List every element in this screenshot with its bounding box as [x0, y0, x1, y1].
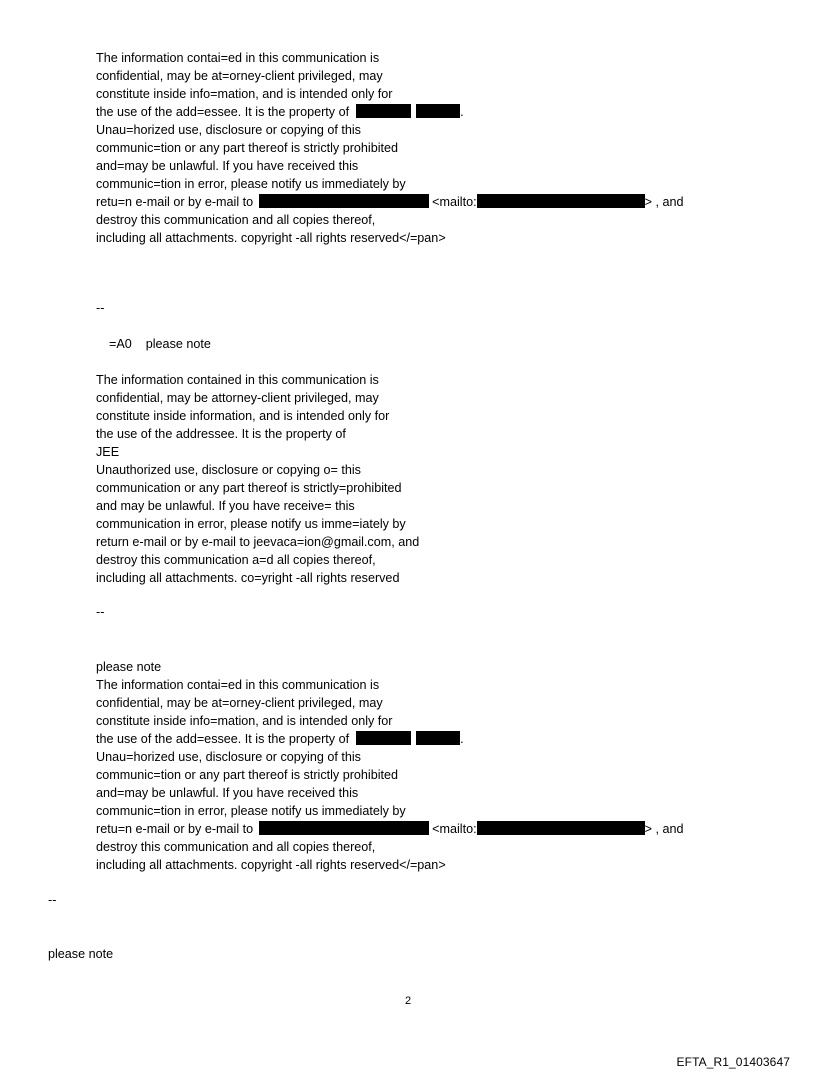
- text-line: Unauthorized use, disclosure or copying o= this: [96, 463, 361, 477]
- text-fragment: > , and: [644, 195, 684, 209]
- redaction-box: [356, 104, 411, 118]
- text-line: communic=tion or any part thereof is strictly prohibited: [96, 768, 399, 782]
- redaction-box: [477, 194, 645, 208]
- text-line: JEE: [96, 445, 120, 459]
- text-line: confidential, may be at=orney-client privileged, may: [96, 696, 383, 710]
- redaction-box: [259, 194, 429, 208]
- redaction-box: [356, 731, 411, 745]
- text-line: The information contai=ed in this communication is: [96, 51, 380, 65]
- text-line: [96, 820, 683, 838]
- text-line: confidential, may be attorney-client privileged, may: [96, 391, 379, 405]
- text-line: communication in error, please notify us imme=iately by: [96, 517, 406, 531]
- text-line: and may be unlawful. If you have receive= this: [96, 499, 355, 513]
- separator: --: [48, 893, 57, 907]
- separator: --: [96, 301, 105, 315]
- page-number: 2: [404, 995, 412, 1007]
- redaction-box: [259, 821, 429, 835]
- text-line: communic=tion in error, please notify us immediately by: [96, 177, 406, 191]
- text-line: [96, 103, 464, 121]
- text-line: communic=tion or any part thereof is strictly prohibited: [96, 141, 399, 155]
- text-line: constitute inside information, and is intended only for: [96, 409, 390, 423]
- note-line: please note: [96, 660, 162, 674]
- text-fragment: retu=n e-mail or by e-mail to: [96, 822, 254, 836]
- text-line: destroy this communication a=d all copies thereof,: [96, 553, 376, 567]
- text-fragment: retu=n e-mail or by e-mail to: [96, 195, 254, 209]
- text-line: return e-mail or by e-mail to jeevaca=ion@gmail.com, and: [96, 535, 420, 549]
- text-line: The information contai=ed in this communication is: [96, 678, 380, 692]
- text-line: constitute inside info=mation, and is intended only for: [96, 714, 393, 728]
- text-line: communic=tion in error, please notify us immediately by: [96, 804, 406, 818]
- text-line: destroy this communication and all copies thereof,: [96, 840, 376, 854]
- text-fragment: <mailto:: [432, 822, 477, 836]
- redaction-box: [416, 104, 460, 118]
- text-line: constitute inside info=mation, and is intended only for: [96, 87, 393, 101]
- text-line: and=may be unlawful. If you have received this: [96, 159, 359, 173]
- text-fragment: .: [460, 732, 464, 746]
- text-line: Unau=horized use, disclosure or copying of this: [96, 750, 361, 764]
- text-line: [96, 730, 464, 748]
- text-fragment: <mailto:: [432, 195, 477, 209]
- text-line: communication or any part thereof is strictly=prohibited: [96, 481, 402, 495]
- note-line: =A0 please note: [109, 337, 211, 351]
- document-id: EFTA_R1_01403647: [676, 1055, 790, 1069]
- text-line: and=may be unlawful. If you have received this: [96, 786, 359, 800]
- text-line: the use of the addressee. It is the property of: [96, 427, 346, 441]
- text-fragment: > , and: [644, 822, 684, 836]
- text-line: Unau=horized use, disclosure or copying of this: [96, 123, 361, 137]
- text-line: [96, 193, 683, 211]
- text-fragment: the use of the add=essee. It is the property of: [96, 105, 350, 119]
- redaction-box: [416, 731, 460, 745]
- text-line: destroy this communication and all copies thereof,: [96, 213, 376, 227]
- redaction-box: [477, 821, 645, 835]
- text-line: confidential, may be at=orney-client privileged, may: [96, 69, 383, 83]
- text-fragment: .: [460, 105, 464, 119]
- text-fragment: the use of the add=essee. It is the property of: [96, 732, 350, 746]
- note-line: please note: [48, 947, 114, 961]
- text-line: The information contained in this communication is: [96, 373, 379, 387]
- text-line: including all attachments. copyright -all rights reserved</=pan>: [96, 231, 446, 245]
- text-line: including all attachments. co=yright -all rights reserved: [96, 571, 400, 585]
- text-line: including all attachments. copyright -all rights reserved</=pan>: [96, 858, 446, 872]
- separator: --: [96, 605, 105, 619]
